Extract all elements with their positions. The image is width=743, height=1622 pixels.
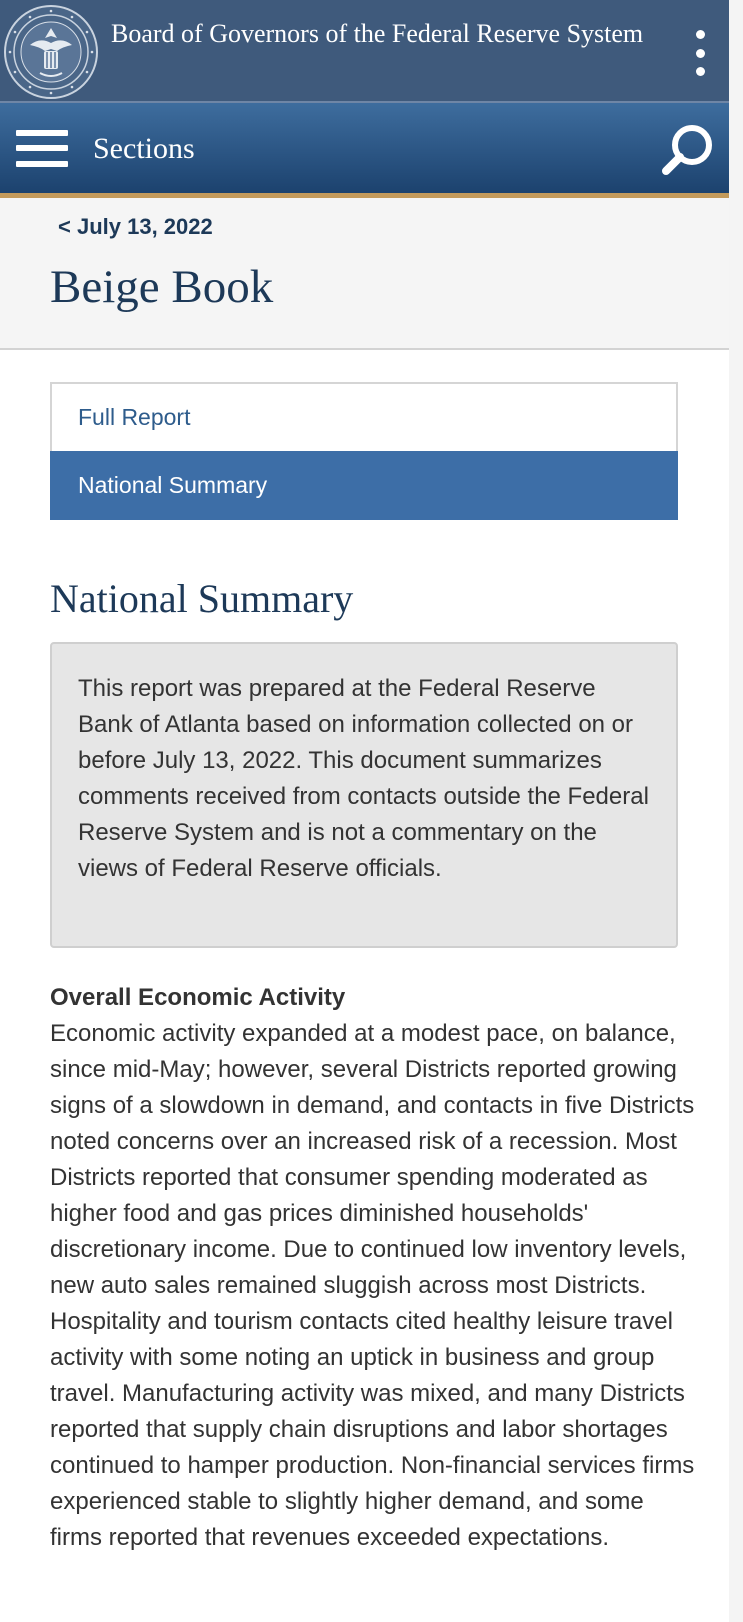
section-heading: National Summary (50, 576, 354, 621)
site-title[interactable]: Board of Governors of the Federal Reserve System (111, 19, 644, 48)
article-body (50, 980, 700, 1556)
site-header (0, 0, 729, 103)
federal-reserve-seal-icon[interactable] (2, 3, 100, 101)
disclaimer-box: This report was prepared at the Federal Reserve Bank of Atlanta based on information collected on or before July 13, 2022. This document summarizes comments received from contacts outside the Federal Reserve System and is not a commentary on the views of Federal Reserve officials. (50, 642, 678, 948)
sections-bar (0, 103, 729, 198)
kebab-dot (696, 67, 705, 76)
sections-button[interactable]: Sections (93, 132, 195, 165)
kebab-dot (696, 30, 705, 39)
page-title: Beige Book (50, 261, 274, 313)
search-icon[interactable] (659, 123, 715, 179)
page-header (0, 198, 729, 350)
kebab-dot (696, 49, 705, 58)
subsection-title: Overall Economic Activity (50, 984, 346, 1011)
report-nav (50, 382, 678, 520)
back-link[interactable]: < July 13, 2022 (58, 214, 213, 239)
subsection-text: Economic activity expanded at a modest pace, on balance, since mid-May; however, several Districts reported growing signs of a slowdown in demand, and contacts in five Districts noted concerns over an increased risk of a recession. Most Districts reported that consumer spending moderated as higher food and gas prices diminished households' discretionary income. Due to continued low inventory levels, new auto sales remained sluggish across most Districts. Hospitality and tourism contacts cited healthy leisure travel activity with some noting an uptick in business and group travel. Manufacturing activity was mixed, and many Districts reported that supply chain disruptions and labor shortages continued to hamper production. Non-financial services firms experienced stable to slightly higher demand, and some firms reported that revenues exceeded expectations. (50, 1020, 695, 1551)
report-nav-full-report[interactable]: Full Report (52, 384, 676, 451)
report-nav-national-summary[interactable]: National Summary (50, 451, 678, 520)
kebab-menu-icon[interactable] (682, 30, 718, 76)
hamburger-menu-icon[interactable] (16, 130, 68, 167)
page-gutter (729, 0, 743, 1622)
